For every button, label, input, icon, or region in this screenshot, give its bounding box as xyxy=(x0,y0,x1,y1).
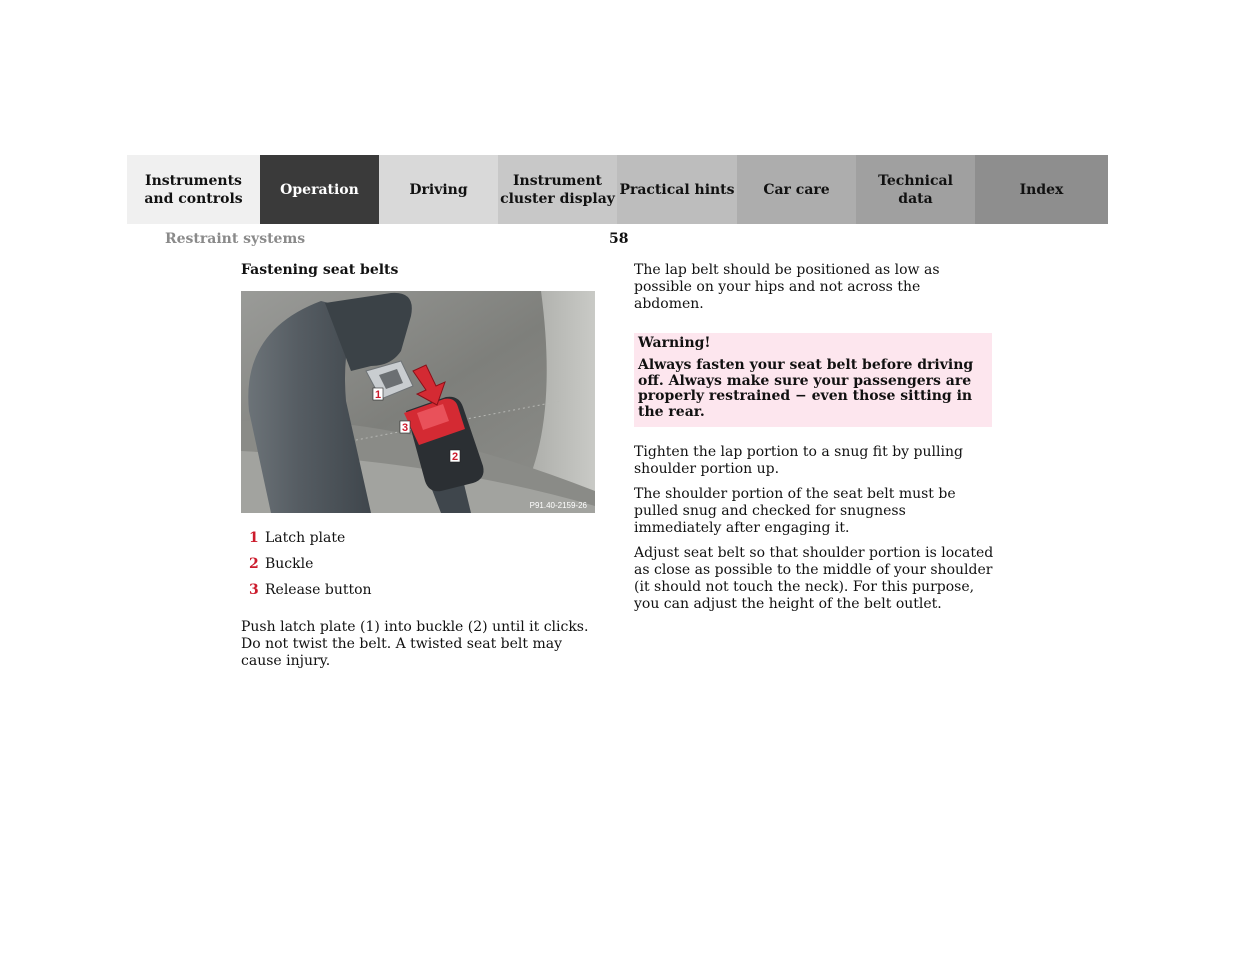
tab-instrument-cluster-display[interactable] xyxy=(498,155,617,224)
seat-belt-drawing xyxy=(241,291,595,513)
warning-text: Always fasten your seat belt before driving off. Always make sure your passengers are properly restrained − even those sitting in the rear. xyxy=(638,357,974,420)
legend-number: 2 xyxy=(249,556,259,572)
lap-belt-paragraph: The lap belt should be positioned as low as possible on your hips and not across the abdomen. xyxy=(634,262,940,312)
tab-label: Driving xyxy=(409,181,468,198)
tab-technical-data[interactable] xyxy=(856,155,975,224)
tighten-paragraph: Tighten the lap portion to a snug fit by pulling shoulder portion up. xyxy=(634,444,963,477)
callout-3: 3 xyxy=(401,422,409,434)
section-heading: Fastening seat belts xyxy=(241,262,399,278)
left-column xyxy=(241,262,601,670)
legend-label: Latch plate xyxy=(265,530,346,546)
warning-box xyxy=(634,333,992,427)
legend-item xyxy=(241,529,601,555)
callout-1: 1 xyxy=(374,389,382,401)
chapter-tabs xyxy=(127,155,1108,224)
section-title: Restraint systems xyxy=(165,231,306,247)
instruction-text: Push latch plate (1) into buckle (2) until it clicks. Do not twist the belt. A twisted seat belt may cause injury. xyxy=(241,619,589,669)
tab-label: Operation xyxy=(280,181,359,198)
legend-list xyxy=(241,529,601,607)
page-number: 58 xyxy=(609,231,629,247)
seat-belt-illustration xyxy=(241,291,595,513)
tab-car-care[interactable] xyxy=(737,155,856,224)
legend-label: Release button xyxy=(265,582,372,598)
tab-operation[interactable] xyxy=(260,155,379,224)
legend-item xyxy=(241,555,601,581)
right-column xyxy=(634,262,994,613)
legend-number: 1 xyxy=(249,530,259,546)
tab-label: Practical hints xyxy=(619,181,735,198)
tab-practical-hints[interactable] xyxy=(617,155,737,224)
warning-title: Warning! xyxy=(638,335,711,351)
tab-instruments-and-controls[interactable] xyxy=(127,155,260,224)
tab-label: Technical data xyxy=(878,172,953,207)
shoulder-paragraph: The shoulder portion of the seat belt must be pulled snug and checked for snugness immediately after engaging it. xyxy=(634,486,956,536)
legend-item xyxy=(241,581,601,607)
tab-label: Index xyxy=(1019,181,1064,198)
tab-label: Car care xyxy=(763,181,830,198)
tab-driving[interactable] xyxy=(379,155,498,224)
adjust-paragraph: Adjust seat belt so that shoulder portion is located as close as possible to the middle of your shoulder (it should not touch the neck). For this purpose, you can adjust the height of the belt outlet. xyxy=(634,545,994,612)
tab-label: Instrument cluster display xyxy=(500,172,615,207)
legend-number: 3 xyxy=(249,582,259,598)
callout-2: 2 xyxy=(451,451,459,463)
figure-code: P91.40-2159-26 xyxy=(529,501,587,510)
tab-index[interactable] xyxy=(975,155,1108,224)
legend-label: Buckle xyxy=(265,556,314,572)
tab-label: Instruments and controls xyxy=(144,172,243,207)
